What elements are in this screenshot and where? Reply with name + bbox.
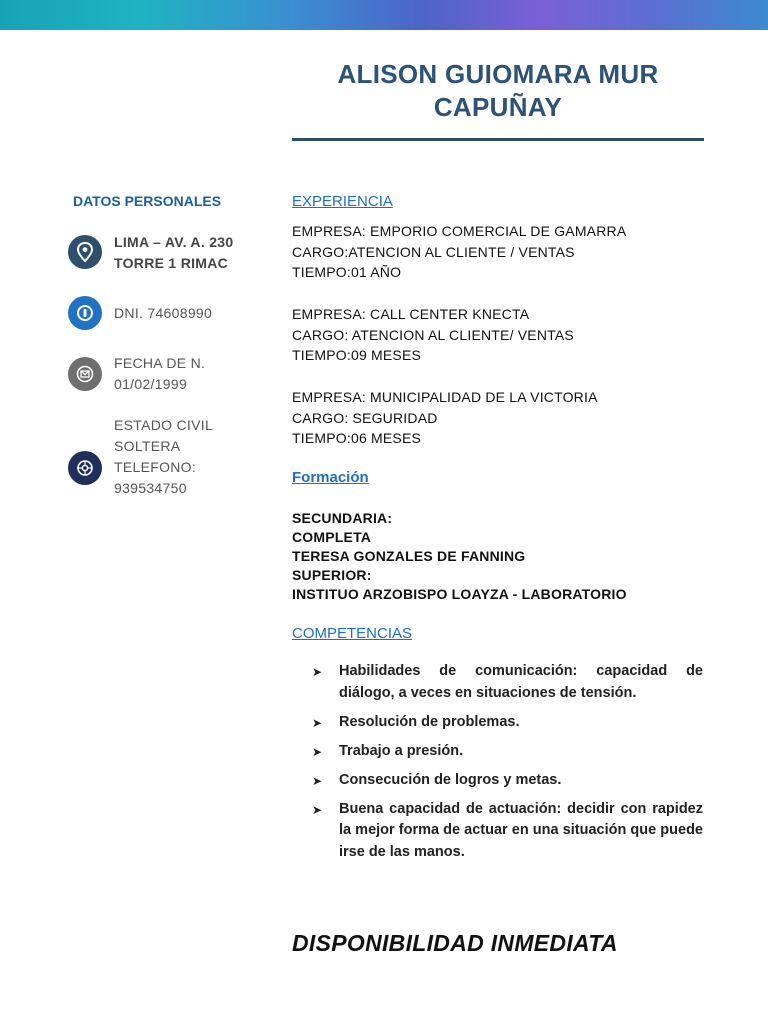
job-1-time: TIEMPO:01 AÑO	[292, 264, 402, 281]
dni-text: DNI. 74608990	[114, 305, 213, 321]
job-2-company: EMPRESA: CALL CENTER KNECTA	[292, 306, 530, 322]
mail-icon	[68, 357, 102, 391]
phone-icon	[68, 451, 102, 485]
address-text	[114, 232, 233, 274]
list-item	[312, 799, 703, 864]
top-banner	[0, 0, 768, 30]
arrow-bullet-icon: ➤	[312, 744, 323, 759]
personal-data-title: DATOS PERSONALES	[73, 193, 222, 209]
arrow-bullet-icon: ➤	[312, 773, 323, 788]
job-3-role: CARGO: SEGURIDAD	[292, 409, 438, 426]
phone-value: 939534750	[114, 480, 187, 496]
arrow-bullet-icon: ➤	[312, 802, 323, 817]
list-item	[312, 741, 703, 763]
candidate-name	[292, 58, 704, 124]
skill-text: Resolución de problemas.	[339, 713, 520, 730]
name-line-1: ALISON GUIOMARA MUR	[337, 59, 659, 89]
education-line: INSTITUO ARZOBISPO LOAYZA - LABORATORIO	[292, 586, 627, 602]
education-line: TERESA GONZALES DE FANNING	[292, 548, 526, 564]
skill-text: Trabajo a presión.	[339, 742, 464, 759]
education-line: SECUNDARIA:	[292, 510, 393, 526]
job-2-time: TIEMPO:09 MESES	[292, 347, 422, 364]
availability-statement: DISPONIBILIDAD INMEDIATA	[292, 930, 618, 956]
birth-text	[114, 353, 205, 395]
phone-label: TELEFONO:	[114, 459, 197, 475]
education-line: COMPLETA	[292, 529, 372, 545]
birth-label: FECHA DE N.	[114, 355, 206, 371]
address-line-2: TORRE 1 RIMAC	[114, 255, 229, 271]
job-1-role: CARGO:ATENCION AL CLIENTE / VENTAS	[292, 243, 575, 260]
skill-text: Consecución de logros y metas.	[339, 771, 562, 788]
job-1-company: EMPRESA: EMPORIO COMERCIAL DE GAMARRA	[292, 223, 627, 239]
job-3	[292, 387, 598, 449]
education-title: Formación	[292, 469, 369, 486]
job-3-time: TIEMPO:06 MESES	[292, 430, 422, 447]
civil-value: SOLTERA	[114, 438, 181, 454]
job-3-company: EMPRESA: MUNICIPALIDAD DE LA VICTORIA	[292, 389, 598, 405]
experience-title: EXPERIENCIA	[292, 193, 393, 210]
arrow-bullet-icon: ➤	[312, 715, 323, 730]
arrow-bullet-icon: ➤	[312, 665, 323, 679]
list-item	[312, 661, 703, 704]
birth-date: 01/02/1999	[114, 376, 188, 392]
skills-title: COMPETENCIAS	[292, 625, 413, 642]
education-line: SUPERIOR:	[292, 567, 372, 583]
skill-text: Buena capacidad de actuación: decidir con rapidez la mejor forma de actuar en una situación que puede irse de las manos.	[339, 800, 703, 860]
civil-label: ESTADO CIVIL	[114, 417, 214, 433]
civil-phone-text	[114, 415, 213, 499]
location-pin-icon	[68, 235, 102, 269]
job-2	[292, 304, 574, 366]
id-card-icon	[68, 296, 102, 330]
skills-list	[312, 661, 703, 871]
name-line-2: CAPUÑAY	[433, 92, 563, 122]
education-details	[292, 509, 627, 604]
job-1	[292, 221, 626, 283]
job-2-role: CARGO: ATENCION AL CLIENTE/ VENTAS	[292, 326, 574, 343]
list-item	[312, 770, 703, 792]
name-divider	[292, 138, 704, 141]
address-line-1: LIMA – AV. A. 230	[114, 234, 234, 250]
skill-text: Habilidades de comunicación: capacidad de diálogo, a veces en situaciones de tensión.	[339, 663, 703, 701]
list-item	[312, 712, 703, 734]
